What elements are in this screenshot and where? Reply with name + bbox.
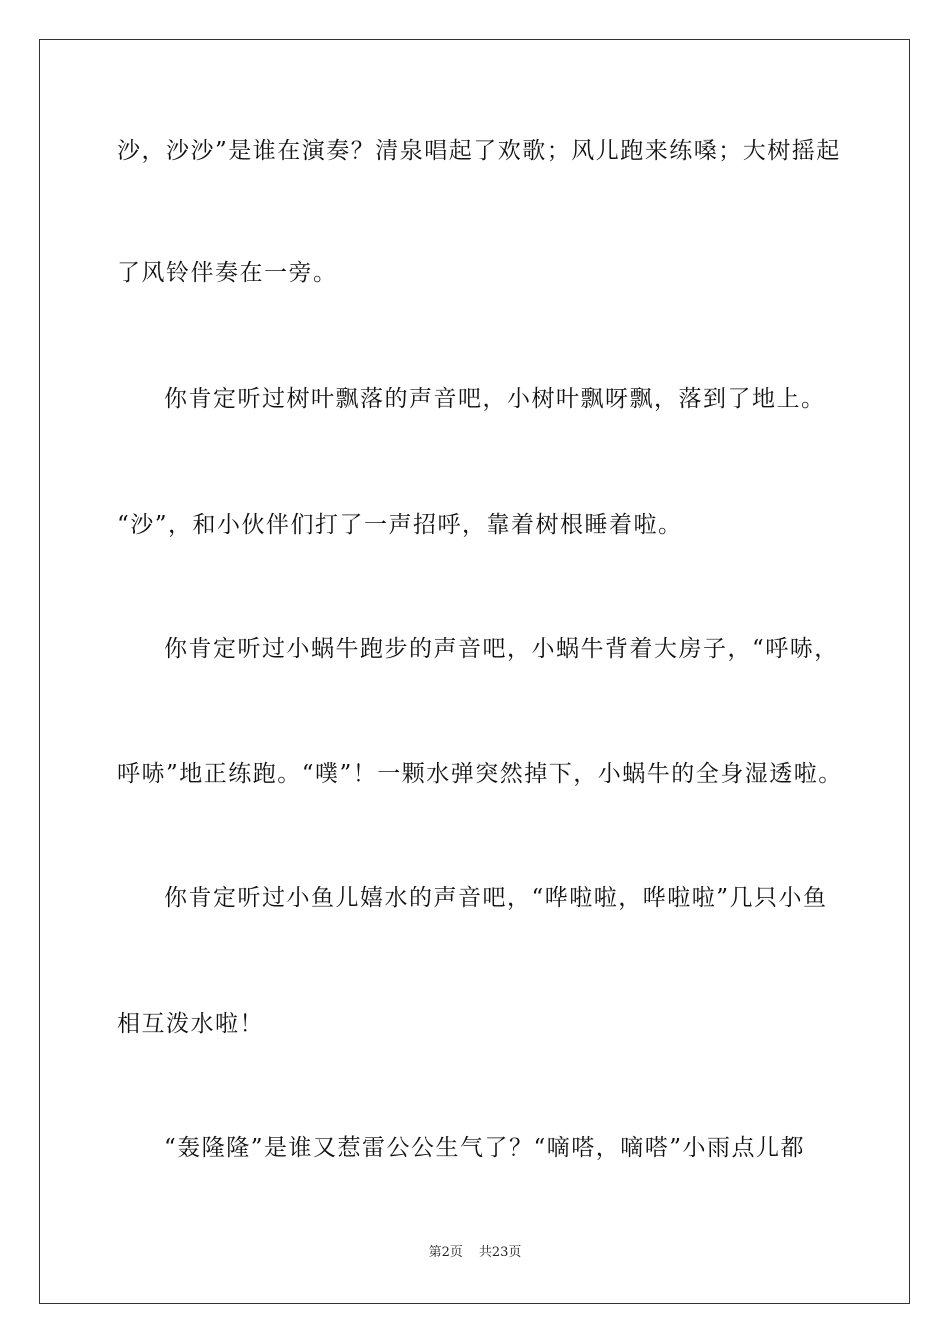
page-number: 第2页 xyxy=(428,1245,463,1260)
paragraph-snail-line-1: 你肯定听过小蜗牛跑步的声音吧，小蜗牛背着大房子，“呼哧， xyxy=(164,636,839,662)
paragraph-thunder-line-1: “轰隆隆”是谁又惹雷公公生气了？“嘀嗒，嘀嗒”小雨点儿都 xyxy=(164,1135,806,1161)
page-border xyxy=(39,39,910,1304)
paragraph-leaves-line-2: “沙”，和小伙伴们打了一声招呼，靠着树根睡着啦。 xyxy=(117,512,683,538)
total-pages: 共23页 xyxy=(478,1245,522,1260)
page-footer xyxy=(0,1244,950,1262)
paragraph-fish-line-1: 你肯定听过小鱼儿嬉水的声音吧，“哗啦啦，哗啦啦”几只小鱼 xyxy=(164,885,828,911)
paragraph-leaves-line-1: 你肯定听过树叶飘落的声音吧，小树叶飘呀飘，落到了地上。 xyxy=(164,386,826,412)
paragraph-fish-line-2: 相互泼水啦！ xyxy=(117,1011,264,1037)
text-line-1: 沙，沙沙”是谁在演奏？清泉唱起了欢歌；风儿跑来练嗓；大树摇起 xyxy=(117,138,841,164)
text-line-2: 了风铃伴奏在一旁。 xyxy=(117,260,338,286)
paragraph-snail-line-2: 呼哧”地正练跑。“噗”！一颗水弹突然掉下，小蜗牛的全身湿透啦。 xyxy=(117,761,843,787)
